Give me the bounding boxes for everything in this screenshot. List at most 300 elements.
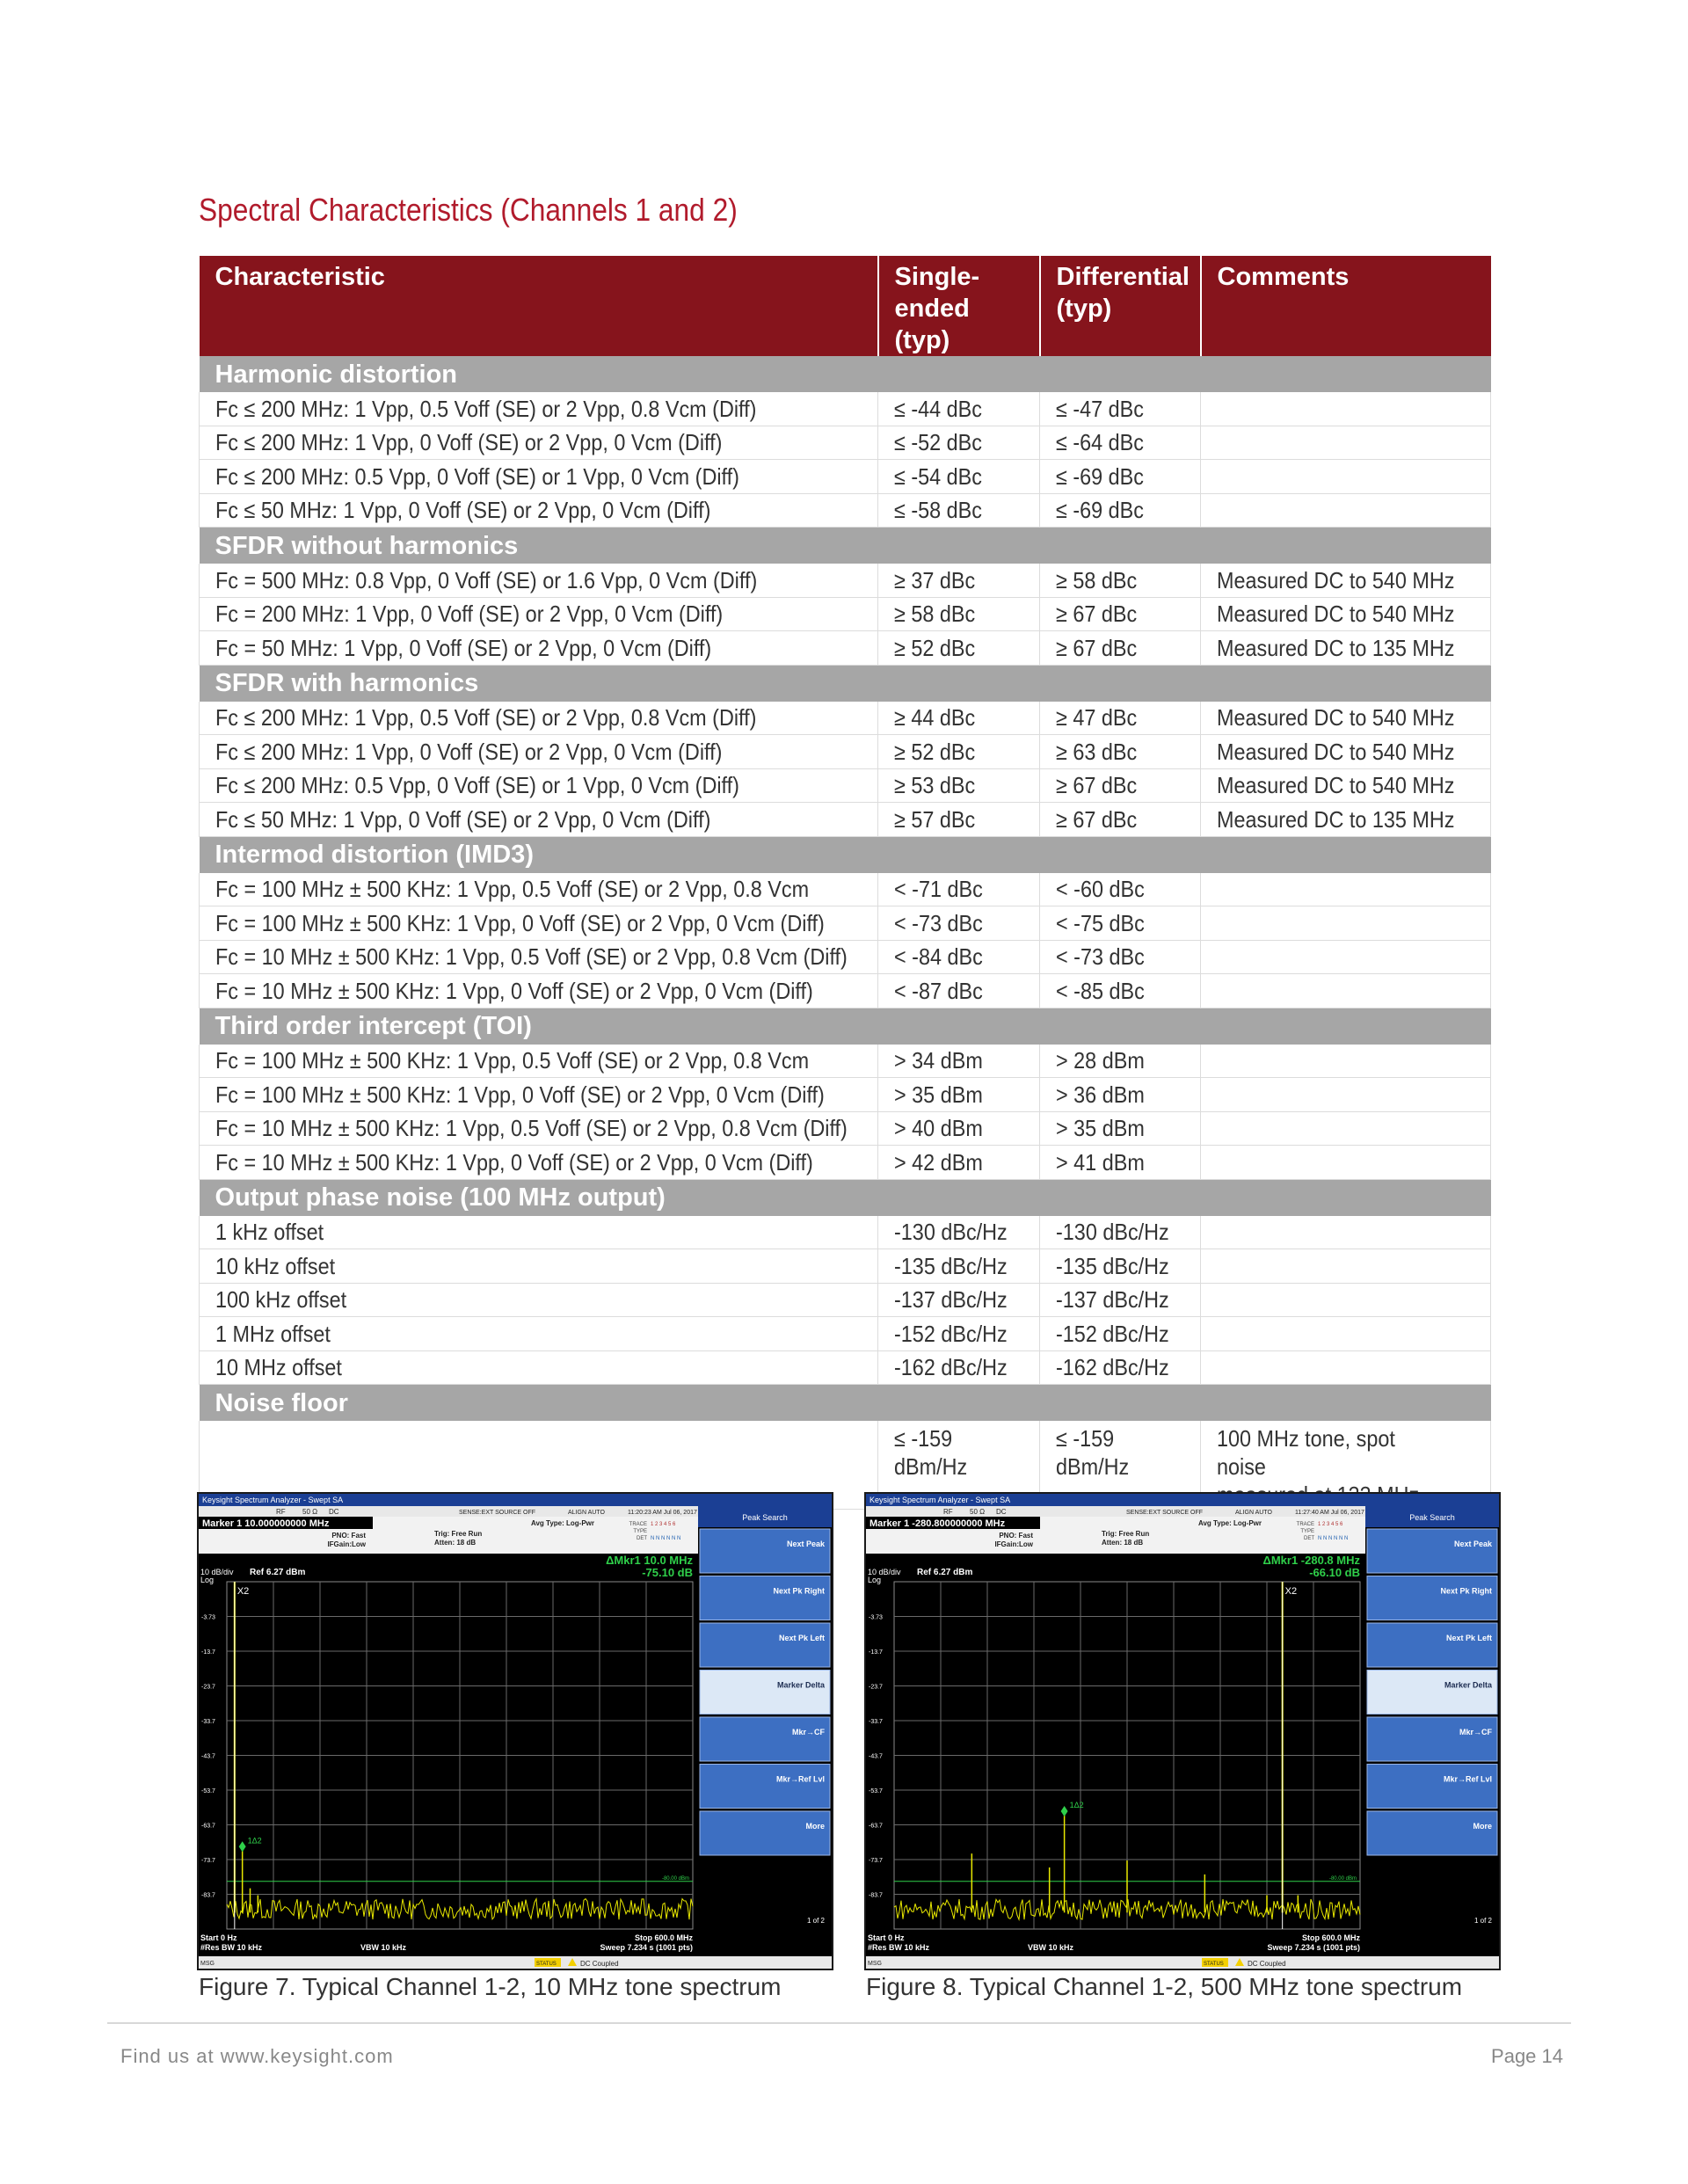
footer-divider	[107, 2022, 1571, 2024]
section-header-row	[200, 836, 1491, 873]
section-header-row	[200, 528, 1491, 564]
log-label: Log	[868, 1576, 882, 1584]
cell-characteristic-text: Fc = 10 MHz ± 500 KHz: 1 Vpp, 0 Voff (SE) or 2 Vpp, 0 Vcm (Diff)	[215, 1148, 813, 1176]
table-row	[200, 1216, 1491, 1249]
cell-comments	[1201, 426, 1491, 460]
status-label: STATUS	[1204, 1962, 1224, 1967]
cell-characteristic	[200, 1317, 878, 1351]
cell-characteristic-text: Fc = 200 MHz: 1 Vpp, 0 Voff (SE) or 2 Vpp, 0 Vcm (Diff)	[215, 601, 724, 628]
softkey-button	[1367, 1623, 1497, 1667]
status-ohm: 50 Ω	[970, 1508, 986, 1516]
cell-characteristic	[200, 460, 878, 494]
det-label: DET	[1304, 1536, 1314, 1541]
header-differential	[1040, 256, 1201, 356]
cell-comments	[1201, 735, 1491, 769]
noise-floor-diff-unit: dBm/Hz	[1056, 1453, 1130, 1480]
message-bar	[199, 1956, 832, 1969]
cell-single-ended-text: ≥ 44 dBc	[894, 704, 976, 732]
cell-differential-text: < -85 dBc	[1056, 977, 1145, 1004]
cell-comments-text: Measured DC to 135 MHz	[1217, 805, 1455, 833]
table-row	[200, 392, 1491, 426]
table-row	[200, 906, 1491, 941]
cell-comments	[1201, 1350, 1491, 1385]
header-diff-line1: Differential	[1056, 263, 1190, 291]
cell-comments	[1201, 1216, 1491, 1249]
status-align: ALIGN AUTO	[1235, 1510, 1272, 1516]
cell-differential-text: -137 dBc/Hz	[1056, 1286, 1169, 1314]
header-characteristic-label: Characteristic	[215, 263, 385, 291]
y-tick-label: -83.7	[869, 1892, 883, 1899]
cell-differential	[1040, 1146, 1201, 1180]
cell-differential-text: -152 dBc/Hz	[1056, 1320, 1169, 1347]
softkey-button	[1367, 1765, 1497, 1809]
header-single-line2: ended (typ)	[894, 295, 970, 354]
cell-characteristic	[200, 631, 878, 666]
cell-differential	[1040, 735, 1201, 769]
cell-single-ended	[878, 735, 1040, 769]
figure-8-caption: Figure 8. Typical Channel 1-2, 500 MHz tone spectrum	[866, 1973, 1463, 2000]
softkey-label: Mkr→CF	[1459, 1728, 1492, 1736]
header-single-line1: Single-	[894, 263, 980, 291]
softkey-label: Next Pk Left	[1445, 1634, 1492, 1642]
msg-label: MSG	[200, 1961, 215, 1967]
table-row	[200, 564, 1491, 597]
softkey-menu-title: Peak Search	[1409, 1513, 1455, 1522]
trace-numbers: 1 2 3 4 5 6	[651, 1522, 676, 1527]
cell-single-ended	[878, 392, 1040, 426]
softkey-label: More	[805, 1822, 825, 1831]
ref-level: Ref 6.27 dBm	[250, 1568, 306, 1577]
spectrum-analyzer-display	[199, 1494, 832, 1969]
softkey-button	[700, 1811, 830, 1855]
cell-single-ended-text: ≤ -54 dBc	[894, 462, 982, 490]
cell-differential-text: > 28 dBm	[1056, 1047, 1145, 1074]
y-tick-label: -33.7	[201, 1719, 215, 1725]
cell-differential	[1040, 1317, 1201, 1351]
y-tick-label: -83.7	[201, 1892, 215, 1899]
cell-single-ended	[878, 974, 1040, 1008]
cell-characteristic	[200, 940, 878, 974]
cell-comments	[1201, 974, 1491, 1008]
status-dc: DC	[329, 1508, 339, 1516]
pno-label: PNO: Fast	[999, 1532, 1033, 1540]
atten-label: Atten: 18 dB	[1102, 1539, 1144, 1547]
marker-x2-label: X2	[1284, 1586, 1298, 1597]
table-row	[200, 597, 1491, 631]
cell-single-ended-text: < -84 dBc	[894, 943, 983, 971]
cell-characteristic	[200, 597, 878, 631]
cell-differential	[1040, 1283, 1201, 1317]
cell-single-ended-text: ≥ 52 dBc	[894, 634, 976, 661]
table-row	[200, 1146, 1491, 1180]
y-tick-label: -23.7	[869, 1684, 883, 1691]
cell-single-ended-text: < -87 dBc	[894, 977, 983, 1004]
softkey-button	[700, 1529, 830, 1573]
softkey-more-page: 1 of 2	[1473, 1917, 1492, 1925]
cell-differential-text: ≥ 47 dBc	[1056, 704, 1138, 732]
cell-comments	[1201, 1146, 1491, 1180]
cell-characteristic-text: Fc ≤ 200 MHz: 1 Vpp, 0.5 Voff (SE) or 2 Vpp, 0.8 Vcm (Diff)	[215, 704, 757, 732]
status-rf: RF	[276, 1508, 286, 1516]
cell-characteristic	[200, 426, 878, 460]
cell-single-ended-text: ≤ -58 dBc	[894, 497, 982, 524]
status-align: ALIGN AUTO	[568, 1510, 605, 1516]
cell-characteristic	[200, 1078, 878, 1112]
table-row	[200, 1111, 1491, 1146]
y-tick-label: -73.7	[869, 1858, 883, 1864]
cell-single-ended	[878, 1283, 1040, 1317]
res-bw: #Res BW 10 kHz	[200, 1943, 263, 1952]
table-header	[200, 256, 1491, 356]
cell-differential	[1040, 564, 1201, 597]
y-tick-label: -63.7	[201, 1823, 215, 1830]
y-tick-label: -3.73	[869, 1614, 883, 1621]
cell-comments-text: Measured DC to 540 MHz	[1217, 704, 1455, 732]
start-freq: Start 0 Hz	[200, 1933, 237, 1942]
section-title: SFDR without harmonics	[200, 528, 1491, 564]
cell-differential-text: -135 dBc/Hz	[1056, 1252, 1169, 1279]
cell-differential-text: ≥ 63 dBc	[1056, 738, 1138, 765]
cell-single-ended-text: > 34 dBm	[894, 1047, 983, 1074]
spectrum-analyzer-display	[866, 1494, 1499, 1969]
section-title: SFDR with harmonics	[200, 665, 1491, 702]
stop-freq: Stop 600.0 MHz	[1301, 1933, 1360, 1942]
cell-single-ended	[878, 906, 1040, 941]
softkey-button	[700, 1717, 830, 1761]
cell-characteristic-text: Fc = 100 MHz ± 500 KHz: 1 Vpp, 0 Voff (SE) or 2 Vpp, 0 Vcm (Diff)	[215, 1081, 825, 1108]
cell-comments	[1201, 803, 1491, 837]
type-label: TYPE	[633, 1529, 647, 1534]
cell-single-ended-text: -152 dBc/Hz	[894, 1320, 1008, 1347]
softkey-label: Marker Delta	[1444, 1680, 1492, 1690]
cell-characteristic-text: Fc ≤ 200 MHz: 1 Vpp, 0 Voff (SE) or 2 Vpp, 0 Vcm (Diff)	[215, 429, 723, 456]
cell-single-ended-text: -135 dBc/Hz	[894, 1252, 1008, 1279]
cell-differential	[1040, 493, 1201, 528]
cell-characteristic-text: Fc = 50 MHz: 1 Vpp, 0 Voff (SE) or 2 Vpp, 0 Vcm (Diff)	[215, 634, 712, 661]
page-title: Spectral Characteristics (Channels 1 and 2)	[199, 192, 738, 228]
softkey-label: Mkr→Ref Lvl	[1443, 1774, 1492, 1784]
cell-differential	[1040, 1216, 1201, 1249]
cell-differential	[1040, 1111, 1201, 1146]
y-tick-label: -53.7	[201, 1788, 215, 1795]
softkey-more-page: 1 of 2	[806, 1917, 825, 1925]
cell-differential	[1040, 768, 1201, 803]
y-tick-label: -13.7	[201, 1649, 215, 1656]
softkey-label: Next Peak	[1453, 1540, 1492, 1548]
cell-comments-text: Measured DC to 540 MHz	[1217, 738, 1455, 765]
marker-readout: Marker 1 10.000000000 MHz	[202, 1518, 330, 1529]
status-label: STATUS	[536, 1962, 557, 1967]
marker-1d2-label: 1Δ2	[1069, 1800, 1084, 1809]
cell-differential	[1040, 426, 1201, 460]
y-tick-label: -73.7	[201, 1858, 215, 1864]
header-single-ended	[878, 256, 1040, 356]
cell-differential-text: > 36 dBm	[1056, 1081, 1145, 1108]
figure-7-caption: Figure 7. Typical Channel 1-2, 10 MHz tone spectrum	[199, 1973, 782, 2000]
table-row	[200, 1350, 1491, 1385]
cell-characteristic-text: Fc ≤ 200 MHz: 0.5 Vpp, 0 Voff (SE) or 1 Vpp, 0 Vcm (Diff)	[215, 462, 739, 490]
header-diff-line2: (typ)	[1056, 295, 1112, 323]
cell-characteristic-text: Fc = 100 MHz ± 500 KHz: 1 Vpp, 0 Voff (SE) or 2 Vpp, 0 Vcm (Diff)	[215, 909, 825, 936]
marker-x2-label: X2	[236, 1586, 250, 1597]
spectral-characteristics-table	[199, 256, 1491, 1510]
cell-single-ended	[878, 1045, 1040, 1078]
cell-differential	[1040, 702, 1201, 735]
delta-marker-value: -66.10 dB	[1309, 1566, 1360, 1579]
softkey-menu-title: Peak Search	[742, 1513, 788, 1522]
cell-comments	[1201, 493, 1491, 528]
cell-characteristic-text: Fc = 10 MHz ± 500 KHz: 1 Vpp, 0.5 Voff (SE) or 2 Vpp, 0.8 Vcm (Diff)	[215, 943, 848, 971]
cell-differential-text: ≤ -64 dBc	[1056, 429, 1144, 456]
cell-single-ended-text: -137 dBc/Hz	[894, 1286, 1008, 1314]
pno-label: PNO: Fast	[331, 1532, 366, 1540]
footer-page-number: Page 14	[1491, 2045, 1563, 2067]
cell-characteristic-text: Fc = 100 MHz ± 500 KHz: 1 Vpp, 0.5 Voff (SE) or 2 Vpp, 0.8 Vcm	[215, 876, 810, 903]
status-time: 11:27:40 AM Jul 06, 2017	[1295, 1510, 1364, 1516]
cell-characteristic-text: Fc = 100 MHz ± 500 KHz: 1 Vpp, 0.5 Voff (SE) or 2 Vpp, 0.8 Vcm	[215, 1047, 810, 1074]
sweep-time: Sweep 7.234 s (1001 pts)	[1267, 1943, 1360, 1952]
sweep-time: Sweep 7.234 s (1001 pts)	[600, 1943, 693, 1952]
cell-single-ended	[878, 1111, 1040, 1146]
dc-coupled-label: DC Coupled	[580, 1960, 619, 1968]
cell-single-ended-text: < -73 dBc	[894, 909, 983, 936]
cell-single-ended-text: ≥ 57 dBc	[894, 805, 976, 833]
cell-characteristic	[200, 803, 878, 837]
cell-single-ended-text: -130 dBc/Hz	[894, 1219, 1008, 1246]
section-title: Noise floor	[200, 1385, 1491, 1422]
cell-differential-text: ≤ -69 dBc	[1056, 462, 1144, 490]
status-time: 11:20:23 AM Jul 06, 2017	[628, 1510, 697, 1516]
cell-single-ended	[878, 426, 1040, 460]
det-values: N N N N N N	[651, 1536, 681, 1541]
spectrum-screenshot-figure-7	[197, 1492, 833, 1970]
header-comments-label: Comments	[1217, 263, 1350, 291]
cell-characteristic-text: 1 kHz offset	[215, 1219, 324, 1246]
table-row	[200, 873, 1491, 906]
status-bar	[199, 1506, 698, 1517]
cell-single-ended-text: > 40 dBm	[894, 1115, 983, 1142]
cell-characteristic	[200, 1216, 878, 1249]
cell-single-ended-text: > 35 dBm	[894, 1081, 983, 1108]
delta-marker-freq: ΔMkr1 -280.8 MHz	[1262, 1554, 1360, 1567]
cell-differential	[1040, 597, 1201, 631]
vbw: VBW 10 kHz	[360, 1943, 407, 1952]
ifgain-label: IFGain:Low	[994, 1540, 1033, 1548]
table-row	[200, 803, 1491, 837]
softkey-button	[1367, 1529, 1497, 1573]
cell-single-ended	[878, 940, 1040, 974]
cell-comments	[1201, 702, 1491, 735]
cell-differential-text: < -60 dBc	[1056, 876, 1145, 903]
cell-characteristic	[200, 1111, 878, 1146]
cell-comments-text: Measured DC to 540 MHz	[1217, 566, 1455, 593]
cell-differential	[1040, 906, 1201, 941]
cell-comments	[1201, 1111, 1491, 1146]
y-tick-label: -3.73	[201, 1614, 215, 1621]
trace-label: TRACE	[629, 1522, 647, 1527]
cell-differential-text: > 35 dBm	[1056, 1115, 1145, 1142]
softkey-label: Marker Delta	[776, 1680, 825, 1690]
softkey-label: Mkr→CF	[791, 1728, 825, 1736]
softkey-button	[700, 1623, 830, 1667]
table-row	[200, 426, 1491, 460]
app-title: Keysight Spectrum Analyzer - Swept SA	[869, 1496, 1011, 1504]
table-row	[200, 1283, 1491, 1317]
det-label: DET	[637, 1536, 647, 1541]
cell-comments-text: Measured DC to 135 MHz	[1217, 634, 1455, 661]
y-tick-label: -13.7	[869, 1649, 883, 1656]
cell-characteristic-text: Fc ≤ 50 MHz: 1 Vpp, 0 Voff (SE) or 2 Vpp, 0 Vcm (Diff)	[215, 805, 711, 833]
noise-floor-comment-line1: 100 MHz tone, spot noise	[1217, 1425, 1395, 1480]
cell-differential	[1040, 940, 1201, 974]
softkey-button	[1367, 1671, 1497, 1714]
cell-differential	[1040, 803, 1201, 837]
cell-comments	[1201, 1317, 1491, 1351]
softkey-button	[700, 1576, 830, 1620]
noise-floor-single-unit: dBm/Hz	[894, 1453, 968, 1480]
cell-differential-text: ≥ 67 dBc	[1056, 805, 1138, 833]
table-row	[200, 1249, 1491, 1284]
table-row	[200, 631, 1491, 666]
cell-differential-text: ≥ 58 dBc	[1056, 566, 1138, 593]
cell-single-ended-text: ≤ -52 dBc	[894, 429, 982, 456]
noise-floor-section	[200, 1385, 1491, 1510]
cell-characteristic	[200, 564, 878, 597]
softkey-button	[700, 1765, 830, 1809]
table-row	[200, 1078, 1491, 1112]
cell-differential-text: ≥ 67 dBc	[1056, 634, 1138, 661]
cell-single-ended	[878, 1249, 1040, 1284]
message-bar	[866, 1956, 1499, 1969]
softkey-label: Next Peak	[786, 1540, 825, 1548]
cell-single-ended-text: ≤ -44 dBc	[894, 395, 982, 422]
res-bw: #Res BW 10 kHz	[868, 1943, 930, 1952]
cell-single-ended	[878, 631, 1040, 666]
cell-comments	[1201, 940, 1491, 974]
marker-1d2-label: 1Δ2	[247, 1836, 262, 1845]
cell-single-ended-text: < -71 dBc	[894, 876, 983, 903]
trig-label: Trig: Free Run	[1102, 1530, 1150, 1538]
softkey-label: Next Pk Right	[773, 1586, 825, 1596]
cell-single-ended	[878, 702, 1040, 735]
start-freq: Start 0 Hz	[868, 1933, 905, 1942]
log-label: Log	[200, 1576, 215, 1584]
status-bar	[866, 1506, 1365, 1517]
section-header-row	[200, 665, 1491, 702]
cell-characteristic-text: Fc = 10 MHz ± 500 KHz: 1 Vpp, 0 Voff (SE) or 2 Vpp, 0 Vcm (Diff)	[215, 977, 813, 1004]
cell-single-ended	[878, 460, 1040, 494]
spectrum-screenshot-figure-8	[864, 1492, 1501, 1970]
cell-characteristic	[200, 702, 878, 735]
type-label: TYPE	[1300, 1529, 1314, 1534]
softkey-button	[1367, 1717, 1497, 1761]
noise-floor-diff	[1056, 1424, 1129, 1481]
atten-label: Atten: 18 dB	[434, 1539, 477, 1547]
section-title: Intermod distortion (IMD3)	[200, 836, 1491, 873]
trace-label: TRACE	[1296, 1522, 1314, 1527]
y-tick-label: -63.7	[869, 1823, 883, 1830]
vbw: VBW 10 kHz	[1028, 1943, 1074, 1952]
cell-differential-text: < -73 dBc	[1056, 943, 1145, 971]
cell-differential-text: ≤ -69 dBc	[1056, 497, 1144, 524]
cell-comments	[1201, 460, 1491, 494]
cell-differential	[1040, 460, 1201, 494]
status-sense: SENSE:EXT SOURCE OFF	[1126, 1510, 1203, 1516]
noise-floor-diff-value: ≤ -159	[1056, 1425, 1115, 1452]
status-rf: RF	[943, 1508, 953, 1516]
cell-characteristic	[200, 906, 878, 941]
cell-characteristic-text: Fc ≤ 200 MHz: 1 Vpp, 0.5 Voff (SE) or 2 Vpp, 0.8 Vcm (Diff)	[215, 395, 757, 422]
cell-single-ended	[878, 1078, 1040, 1112]
delta-marker-value: -75.10 dB	[642, 1566, 693, 1579]
cell-characteristic	[200, 873, 878, 906]
section-header-row	[200, 1385, 1491, 1422]
header-comments	[1201, 256, 1491, 356]
cell-characteristic-text: 10 MHz offset	[215, 1354, 342, 1381]
avg-type-label: Avg Type: Log-Pwr	[531, 1519, 594, 1527]
cell-single-ended	[878, 1146, 1040, 1180]
y-tick-label: -43.7	[201, 1753, 215, 1760]
ifgain-label: IFGain:Low	[327, 1540, 366, 1548]
cell-differential-text: -130 dBc/Hz	[1056, 1219, 1169, 1246]
cell-single-ended-text: ≥ 37 dBc	[894, 566, 976, 593]
cell-characteristic	[200, 1350, 878, 1385]
scale-label: 10 dB/div	[200, 1568, 234, 1576]
cell-comments	[1201, 392, 1491, 426]
table-row	[200, 702, 1491, 735]
softkey-button	[700, 1671, 830, 1714]
cell-single-ended	[878, 493, 1040, 528]
softkey-button	[1367, 1811, 1497, 1855]
cell-characteristic	[200, 493, 878, 528]
cell-characteristic	[200, 1045, 878, 1078]
section-header-row	[200, 356, 1491, 392]
scale-label: 10 dB/div	[868, 1568, 901, 1576]
ref-level: Ref 6.27 dBm	[917, 1568, 973, 1577]
noise-floor-single	[894, 1424, 967, 1481]
cell-comments-text: Measured DC to 540 MHz	[1217, 601, 1455, 628]
cell-differential	[1040, 631, 1201, 666]
cell-differential	[1040, 873, 1201, 906]
cell-characteristic-text: Fc = 500 MHz: 0.8 Vpp, 0 Voff (SE) or 1.6 Vpp, 0 Vcm (Diff)	[215, 566, 758, 593]
det-values: N N N N N N	[1318, 1536, 1349, 1541]
trig-label: Trig: Free Run	[434, 1530, 483, 1538]
cell-differential	[1040, 392, 1201, 426]
cell-single-ended	[878, 1216, 1040, 1249]
softkey-label: Next Pk Left	[778, 1634, 825, 1642]
cell-differential	[1040, 1350, 1201, 1385]
msg-label: MSG	[868, 1961, 882, 1967]
cell-characteristic-text: Fc ≤ 200 MHz: 1 Vpp, 0 Voff (SE) or 2 Vpp, 0 Vcm (Diff)	[215, 738, 723, 765]
delta-marker-freq: ΔMkr1 10.0 MHz	[606, 1554, 693, 1567]
softkey-label: More	[1473, 1822, 1492, 1831]
y-tick-label: -23.7	[201, 1684, 215, 1691]
softkey-button	[1367, 1576, 1497, 1620]
cell-characteristic-text: Fc = 10 MHz ± 500 KHz: 1 Vpp, 0.5 Voff (SE) or 2 Vpp, 0.8 Vcm (Diff)	[215, 1115, 848, 1142]
status-dc: DC	[996, 1508, 1007, 1516]
cell-characteristic	[200, 1283, 878, 1317]
section-title: Output phase noise (100 MHz output)	[200, 1179, 1491, 1216]
cell-single-ended-text: -162 dBc/Hz	[894, 1354, 1008, 1381]
cell-characteristic-text: Fc ≤ 200 MHz: 0.5 Vpp, 0 Voff (SE) or 1 Vpp, 0 Vcm (Diff)	[215, 772, 739, 799]
cell-comments	[1201, 564, 1491, 597]
table-row	[200, 493, 1491, 528]
y-tick-label: -53.7	[869, 1788, 883, 1795]
cell-comments	[1201, 1249, 1491, 1284]
cell-characteristic	[200, 974, 878, 1008]
cell-characteristic	[200, 735, 878, 769]
cell-single-ended	[878, 1350, 1040, 1385]
